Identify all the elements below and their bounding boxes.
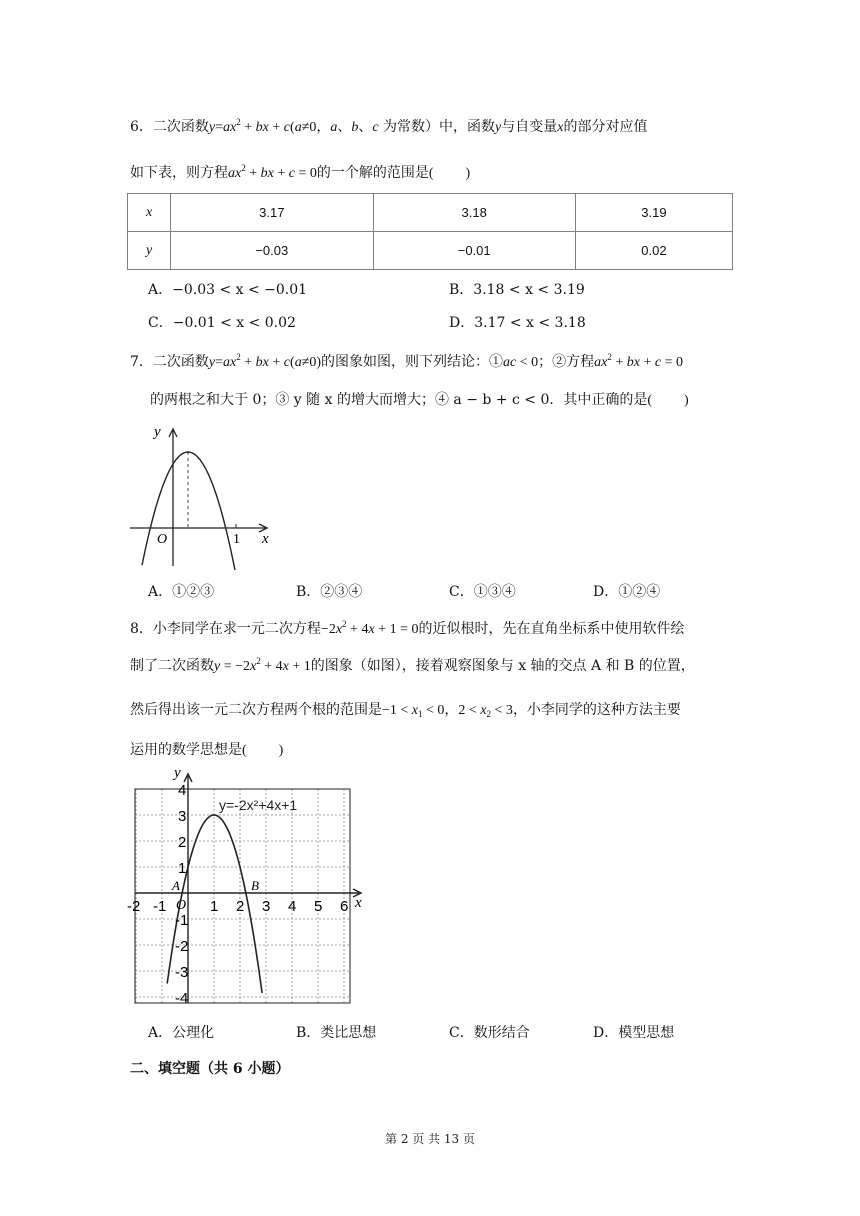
- y-tick-label: 1: [178, 860, 187, 877]
- q6-option-c[interactable]: C．−0.01 < x < 0.02: [148, 315, 296, 331]
- equation-label: y=-2x²+4x+1: [219, 797, 298, 813]
- x-tick-label: -2: [127, 898, 141, 915]
- table-cell: −0.03: [171, 232, 373, 270]
- table-row: [128, 232, 733, 270]
- q6-value-table: [127, 193, 733, 270]
- y-tick-label: -2: [175, 938, 189, 955]
- q7-option-c[interactable]: C．①③④: [449, 584, 516, 600]
- origin-label: O: [176, 898, 187, 913]
- q8-stem-line1: 8．小李同学在求一元二次方程$-2x^2 + 4x + 1 = 0$的近似根时，先在直角坐标系中使用软件绘: [130, 619, 685, 637]
- q7-stem-line1: 7．二次函数$y=ax^2$ + bx + c(a≠0)的图象如图，则下列结论：①ac < 0；②方程$ax^2$ + bx + c = 0: [130, 352, 684, 370]
- y-tick-label: -3: [175, 964, 189, 981]
- y-tick-label: 2: [178, 834, 187, 851]
- section-title: 二、填空题（共 6 小题）: [130, 1061, 290, 1077]
- table-header-x: x: [128, 194, 171, 232]
- point-b-label: B: [251, 878, 259, 893]
- tick-labels: [127, 782, 348, 1007]
- q7-option-b[interactable]: B．②③④: [296, 584, 363, 600]
- q6-stem-line2: 如下表，则方程$ax^2$ + bx + c = 0的一个解的范围是( ): [130, 163, 471, 181]
- x-tick-label: 5: [314, 898, 323, 915]
- q8-stem-line4: 运用的数学思想是( ): [130, 742, 284, 758]
- y-tick-label: -4: [175, 990, 189, 1007]
- q8-stem-line3: 然后得出该一元二次方程两个根的范围是$-1 < x_1 < 0$，$2 < x_2 < 3$，小李同学的这种方法主要: [130, 702, 681, 719]
- table-cell: 0.02: [575, 232, 732, 270]
- q6-stem-line1: 6．二次函数$y=ax^2$ + bx + c(a≠0，a、b、c 为常数）中，函数y与自变量x的部分对应值: [130, 117, 648, 135]
- x-tick-label: 3: [262, 898, 271, 915]
- grid-lines: [135, 789, 350, 1003]
- q8-option-d[interactable]: D．模型思想: [593, 1025, 675, 1041]
- table-header-y: y: [128, 232, 171, 270]
- x-tick-label: -1: [153, 898, 167, 915]
- y-axis-label: y: [154, 424, 161, 440]
- y-axis-label: y: [174, 765, 181, 781]
- point-a-label: A: [172, 878, 180, 893]
- x-axis-label: x: [355, 895, 362, 911]
- q8-option-b[interactable]: B．类比思想: [296, 1025, 377, 1041]
- x-tick-label: 6: [340, 898, 349, 915]
- q7-option-d[interactable]: D．①②④: [593, 584, 661, 600]
- table-cell: −0.01: [373, 232, 575, 270]
- page-footer: 第 2 页 共 13 页: [385, 1132, 475, 1146]
- x-tick-label: 4: [288, 898, 297, 915]
- table-cell: 3.17: [171, 194, 373, 232]
- x-tick-label: 1: [233, 532, 240, 547]
- origin-label: O: [157, 532, 168, 547]
- x-tick-label: 2: [236, 898, 245, 915]
- parabola-curve: [142, 452, 238, 570]
- q8-parabola-graph: [120, 763, 370, 1009]
- y-tick-label: 3: [178, 808, 187, 825]
- q6-option-a[interactable]: A．−0.03 < x < −0.01: [148, 282, 308, 298]
- y-tick-label: 4: [178, 782, 187, 799]
- x-tick-label: 1: [210, 898, 219, 915]
- q7-parabola-graph: [128, 422, 276, 570]
- q8-option-c[interactable]: C．数形结合: [449, 1025, 530, 1041]
- table-cell: 3.18: [373, 194, 575, 232]
- q8-option-a[interactable]: A．公理化: [148, 1025, 215, 1041]
- x-axis-label: x: [262, 531, 269, 547]
- table-row: [128, 194, 733, 232]
- q7-stem-line2: 的两根之和大于 0；③ y 随 x 的增大而增大；④ a − b + c < 0．其中正确的是( ): [150, 392, 689, 408]
- q7-option-a[interactable]: A．①②③: [148, 584, 215, 600]
- q6-option-b[interactable]: B．3.18 < x < 3.19: [449, 282, 585, 298]
- table-cell: 3.19: [575, 194, 732, 232]
- y-tick-label: -1: [175, 912, 189, 929]
- q8-stem-line2: 制了二次函数$y = -2x^2 + 4x + 1$的图象（如图），接着观察图象与 x 轴的交点 A 和 B 的位置，: [130, 656, 695, 674]
- q6-option-d[interactable]: D．3.17 < x < 3.18: [449, 315, 586, 331]
